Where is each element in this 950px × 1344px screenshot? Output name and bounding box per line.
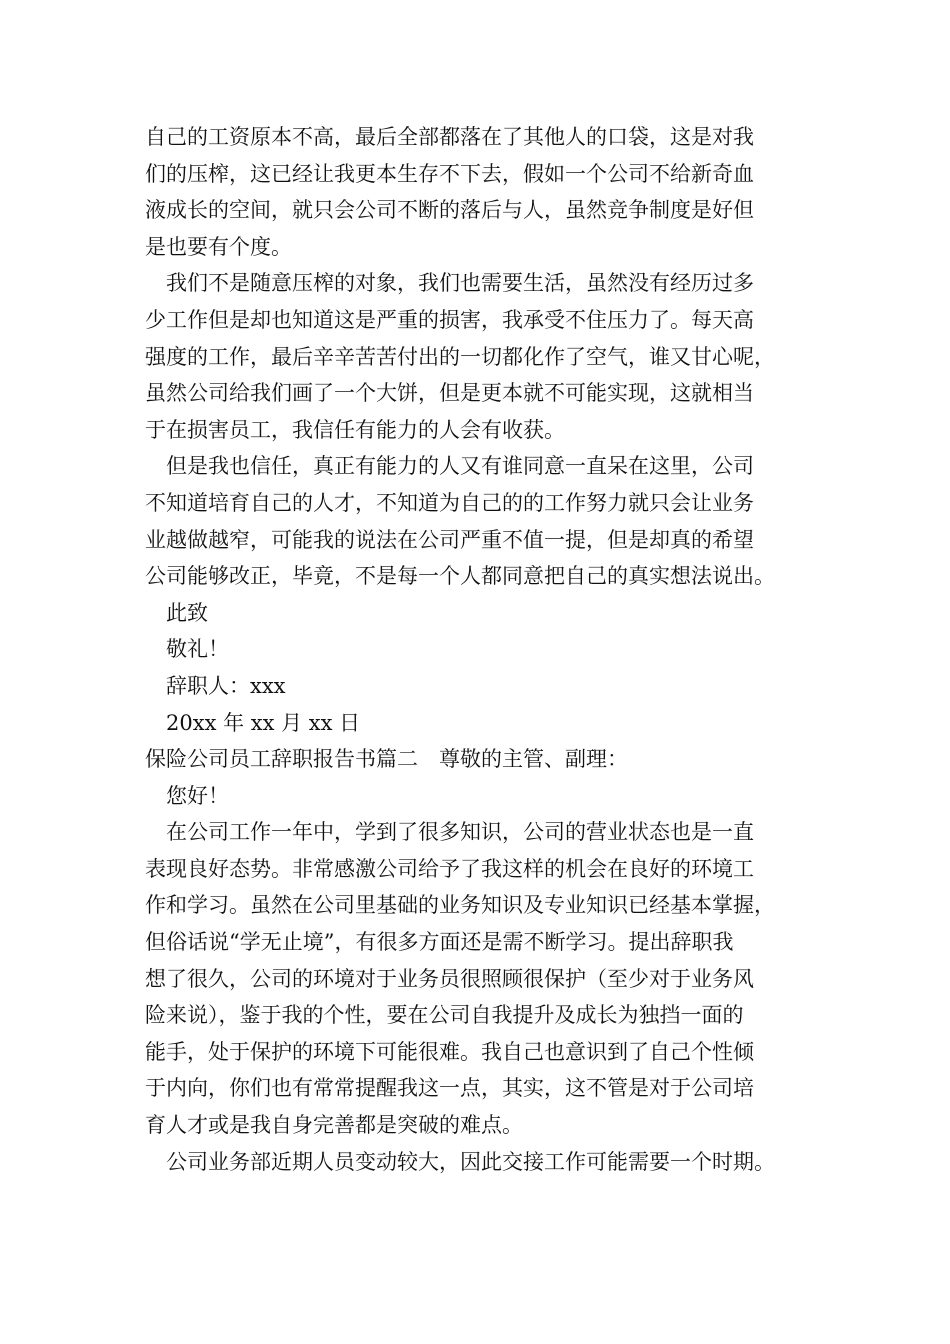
document-line: 们的压榨，这已经让我更本生存不下去，假如一个公司不给新奇血 [145,161,754,186]
document-line: 表现良好态势。非常感激公司给予了我这样的机会在良好的环境工 [145,856,754,881]
document-line: 公司业务部近期人员变动较大，因此交接工作可能需要一个时期。 [166,1149,775,1174]
document-line: 保险公司员工辞职报告书篇二 尊敬的主管、副理： [145,747,628,772]
document-line: 但是我也信任，真正有能力的人又有谁同意一直呆在这里，公司 [166,454,754,479]
document-line: 虽然公司给我们画了一个大饼，但是更本就不可能实现，这就相当 [145,381,754,406]
document-line: 辞职人：xxx [166,673,286,698]
document-line: 育人才或是我自身完善都是突破的难点。 [145,1113,523,1138]
document-line: 作和学习。虽然在公司里基础的业务知识及专业知识已经基本掌握， [145,893,775,918]
document-line: 我们不是随意压榨的对象，我们也需要生活，虽然没有经历过多 [166,271,754,296]
document-line: 自己的工资原本不高，最后全部都落在了其他人的口袋，这是对我 [145,125,754,149]
document-line: 但俗话说“学无止境”，有很多方面还是需不断学习。提出辞职我 [145,930,734,955]
document-line: 险来说），鉴于我的个性，要在公司自我提升及成长为独挡一面的 [145,1003,744,1028]
document-line: 在公司工作一年中，学到了很多知识，公司的营业状态也是一直 [166,820,754,845]
document-line: 公司能够改正，毕竟，不是每一个人都同意把自己的真实想法说出。 [145,564,775,589]
document-line: 少工作但是却也知道这是严重的损害，我承受不住压力了。每天高 [145,307,754,332]
document-line: 是也要有个度。 [145,234,292,259]
document-line: 业越做越窄，可能我的说法在公司严重不值一提，但是却真的希望 [145,527,754,552]
document-line: 于内向，你们也有常常提醒我这一点，其实，这不管是对于公司培 [145,1076,754,1101]
document-line: 液成长的空间，就只会公司不断的落后与人，虽然竞争制度是好但 [145,198,754,223]
document-line: 20xx 年 xx 月 xx 日 [166,710,361,735]
document-line: 不知道培育自己的人才，不知道为自己的的工作努力就只会让业务 [145,490,754,515]
document-line: 敬礼！ [166,637,229,662]
document-line: 强度的工作，最后辛辛苦苦付出的一切都化作了空气，谁又甘心呢， [145,344,775,369]
document-line: 想了很久，公司的环境对于业务员很照顾很保护（至少对于业务风 [145,966,754,991]
document-line: 于在损害员工，我信任有能力的人会有收获。 [145,417,565,442]
document-line: 此致 [166,600,208,625]
document-line: 您好！ [166,783,229,808]
document-body [145,119,825,1180]
document-line: 能手，处于保护的环境下可能很难。我自己也意识到了自己个性倾 [145,1039,754,1064]
